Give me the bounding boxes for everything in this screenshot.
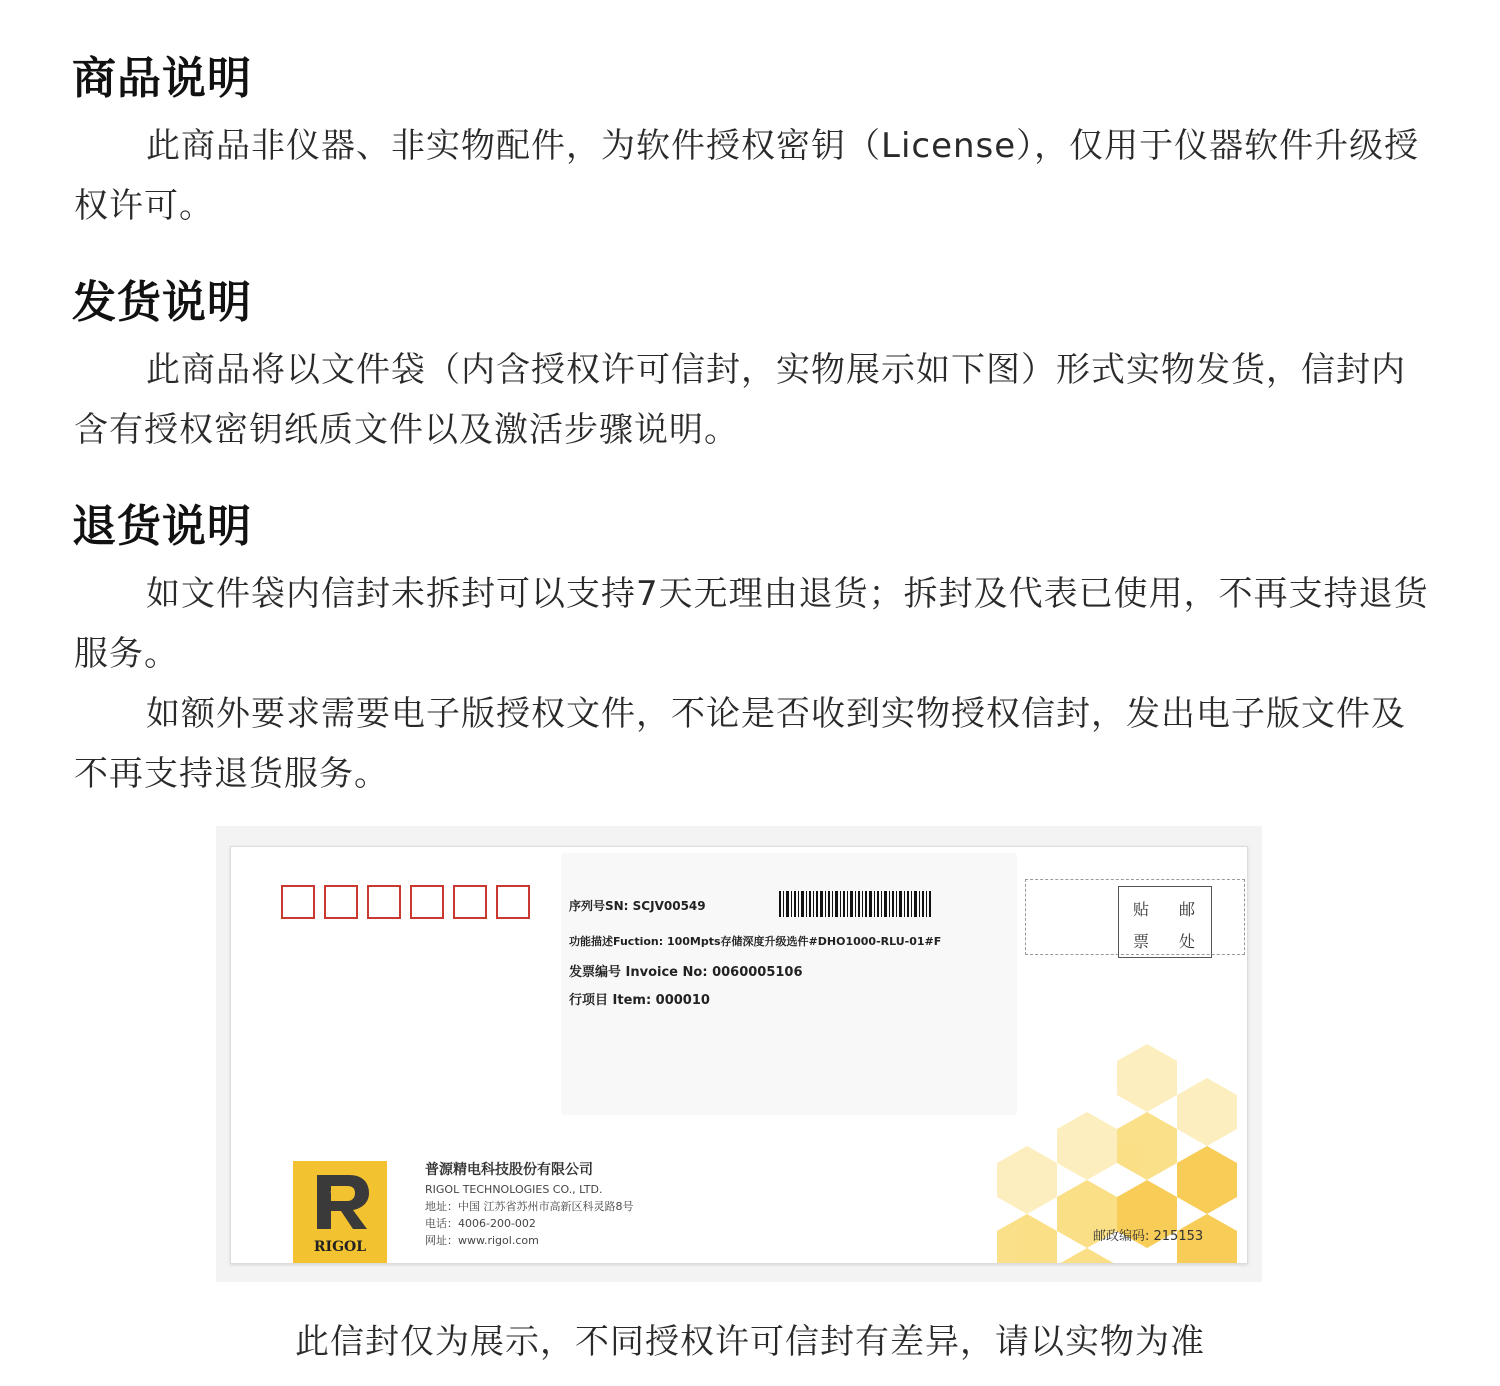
section-title-product: 商品说明 <box>72 53 252 104</box>
zip-code-boxes <box>281 885 530 919</box>
function-description: 功能描述Fuction: 100Mpts存储深度升级选件#DHO1000-RLU-01#F <box>569 935 942 948</box>
stamp-label: 处 <box>1179 932 1196 951</box>
stamp-area <box>1025 879 1245 955</box>
logo-wordmark: RIGOL <box>313 1239 367 1255</box>
barcode-icon <box>779 891 931 917</box>
zip-box <box>281 885 315 919</box>
zip-box <box>324 885 358 919</box>
company-name: 普源精电科技股份有限公司 <box>425 1162 593 1178</box>
rigol-r-icon <box>293 1167 387 1237</box>
zip-box <box>496 885 530 919</box>
image-caption: 此信封仅为展示，不同授权许可信封有差异，请以实物为准 <box>295 1322 1205 1362</box>
shipping-description: 此商品将以文件袋（内含授权许可信封，实物展示如下图）形式实物发货，信封内含有授权密钥纸质文件以及激活步骤说明。 <box>74 350 1406 450</box>
returns-description: 如文件袋内信封未拆封可以支持7天无理由退货；拆封及代表已使用，不再支持退货服务。 <box>74 574 1429 674</box>
envelope <box>230 846 1248 1264</box>
stamp-label: 票 <box>1133 932 1150 951</box>
electronic-license-note: 如额外要求需要电子版授权文件，不论是否收到实物授权信封，发出电子版文件及不再支持退货服务。 <box>74 694 1406 794</box>
company-website: 网址：www.rigol.com <box>425 1234 539 1247</box>
envelope-photo <box>216 826 1262 1282</box>
company-english-name: RIGOL TECHNOLOGIES CO., LTD. <box>425 1183 603 1196</box>
zip-box <box>453 885 487 919</box>
serial-number: 序列号SN: SCJV00549 <box>569 899 706 913</box>
stamp-label: 邮 <box>1179 900 1196 919</box>
product-description: 此商品非仪器、非实物配件，为软件授权密钥（License），仅用于仪器软件升级授权许可。 <box>74 126 1420 226</box>
company-phone: 电话：4006-200-002 <box>425 1217 536 1230</box>
zip-box <box>367 885 401 919</box>
zip-box <box>410 885 444 919</box>
rigol-logo <box>293 1161 387 1263</box>
section-title-shipping: 发货说明 <box>72 277 252 328</box>
section-title-returns: 退货说明 <box>72 501 252 552</box>
postcode: 邮政编码: 215153 <box>1093 1229 1204 1244</box>
invoice-number: 发票编号 Invoice No: 0060005106 <box>569 965 803 980</box>
item-number: 行项目 Item: 000010 <box>569 993 710 1008</box>
company-info <box>425 1159 634 1249</box>
stamp-label: 贴 <box>1133 900 1150 919</box>
company-address: 地址：中国 江苏省苏州市高新区科灵路8号 <box>425 1200 634 1213</box>
stamp-frame <box>1118 886 1212 958</box>
